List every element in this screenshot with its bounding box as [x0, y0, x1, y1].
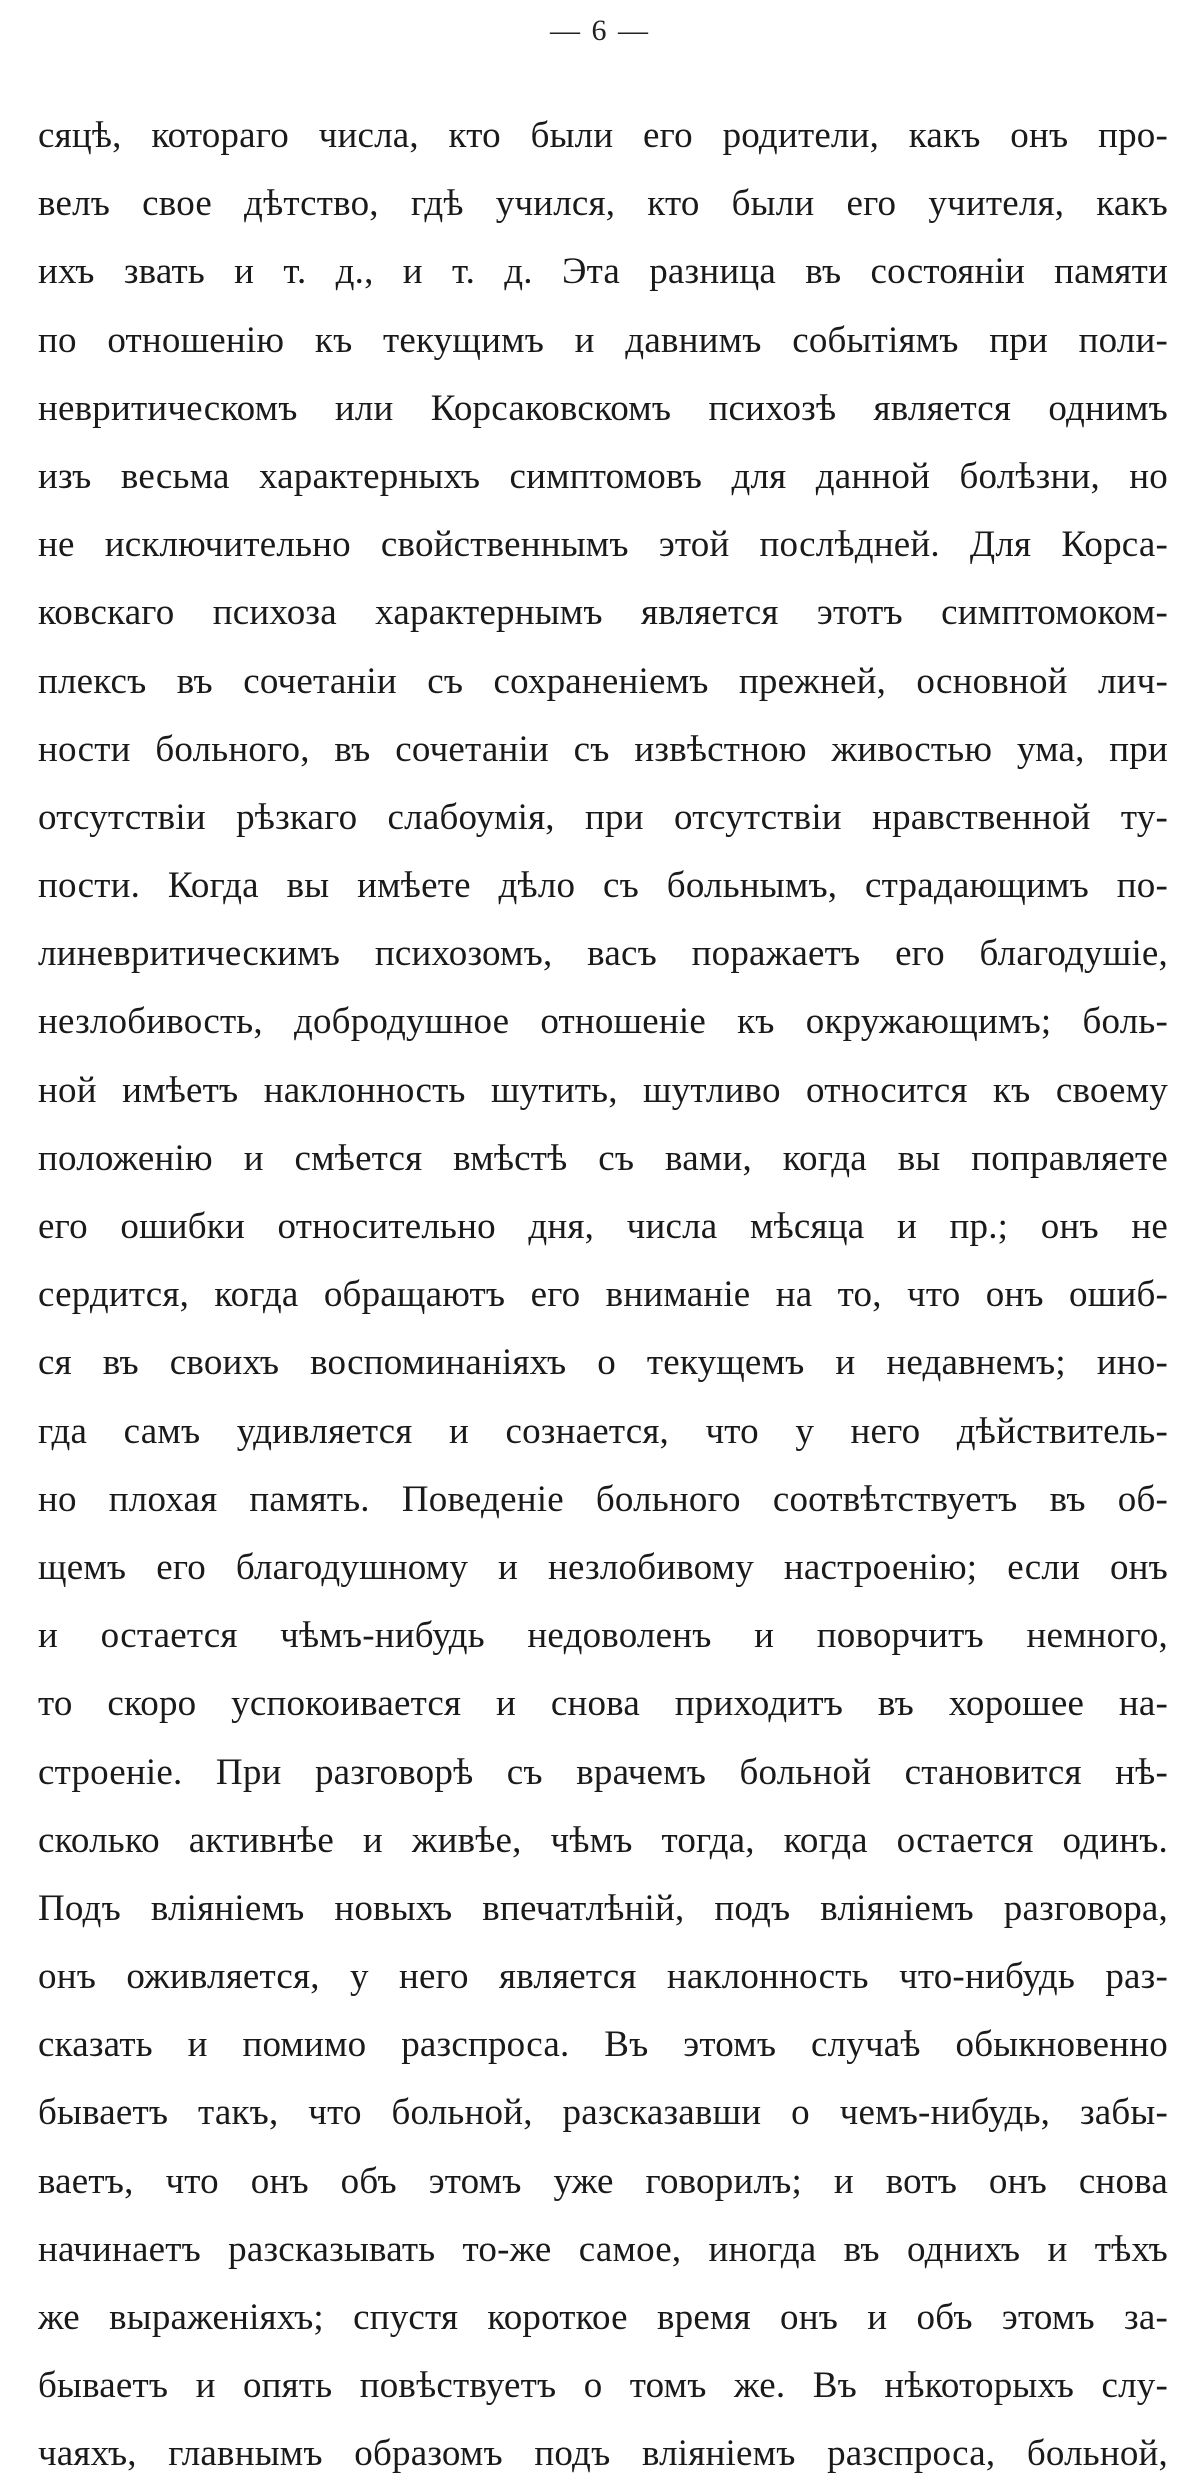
text-line: Подъ вліяніемъ новыхъ впечатлѣній, подъ вліяніемъ разговора, [38, 1887, 1168, 1929]
text-line: чаяхъ, главнымъ образомъ подъ вліяніемъ разспроса, больной, [38, 2433, 1168, 2475]
text-line: ковскаго психоза характернымъ является этотъ симптомоком- [38, 592, 1168, 634]
text-line: то скоро успокоивается и снова приходитъ въ хорошее на- [38, 1683, 1168, 1725]
text-line: бываетъ и опять повѣствуетъ о томъ же. Въ нѣкоторыхъ слу- [38, 2365, 1168, 2407]
text-line: гда самъ удивляется и сознается, что у него дѣйствитель- [38, 1410, 1168, 1452]
text-line: бываетъ такъ, что больной, разсказавши о чемъ-нибудь, забы- [38, 2092, 1168, 2134]
text-line: положенію и смѣется вмѣстѣ съ вами, когда вы поправляете [38, 1137, 1168, 1179]
text-line: сердится, когда обращаютъ его вниманіе на то, что онъ ошиб- [38, 1274, 1168, 1316]
text-line: отсутствіи рѣзкаго слабоумія, при отсутствіи нравственной ту- [38, 796, 1168, 838]
text-line: онъ оживляется, у него является наклонность что-нибудь раз- [38, 1956, 1168, 1998]
text-line: велъ свое дѣтство, гдѣ учился, кто были его учителя, какъ [38, 183, 1168, 225]
text-line: но плохая память. Поведеніе больного соотвѣтствуетъ въ об- [38, 1478, 1168, 1520]
body-text [38, 102, 1168, 2489]
text-line: не исключительно свойственнымъ этой послѣдней. Для Корса- [38, 524, 1168, 566]
text-line: ной имѣетъ наклонность шутить, шутливо относится къ своему [38, 1069, 1168, 1111]
text-line: его ошибки относительно дня, числа мѣсяца и пр.; онъ не [38, 1206, 1168, 1247]
text-line: ности больного, въ сочетаніи съ извѣстною живостью ума, при [38, 728, 1168, 770]
text-line: и остается чѣмъ-нибудь недоволенъ и поворчитъ немного, [38, 1615, 1168, 1657]
text-line: сказать и помимо разспроса. Въ этомъ случаѣ обыкновенно [38, 2024, 1168, 2066]
text-line: невритическомъ или Корсаковскомъ психозѣ является однимъ [38, 387, 1168, 429]
text-line: по отношенію къ текущимъ и давнимъ событіямъ при поли- [38, 319, 1168, 361]
text-line: сколько активнѣе и живѣе, чѣмъ тогда, когда остается одинъ. [38, 1819, 1168, 1861]
text-line: щемъ его благодушному и незлобивому настроенію; если онъ [38, 1546, 1168, 1588]
text-line: начинаетъ разсказывать то-же самое, иногда въ однихъ и тѣхъ [38, 2228, 1168, 2270]
text-line: сяцѣ, котораго числа, кто были его родители, какъ онъ про- [38, 115, 1168, 156]
page-number: — 6 — [550, 14, 650, 47]
text-line: изъ весьма характерныхъ симптомовъ для данной болѣзни, но [38, 455, 1168, 497]
text-line: незлобивость, добродушное отношеніе къ окружающимъ; боль- [38, 1001, 1168, 1043]
text-line: ся въ своихъ воспоминаніяхъ о текущемъ и недавнемъ; ино- [38, 1342, 1168, 1384]
text-line: ихъ звать и т. д., и т. д. Эта разница въ состояніи памяти [38, 251, 1168, 293]
text-line: же выраженіяхъ; спустя короткое время онъ и объ этомъ за- [38, 2297, 1168, 2338]
text-line: пости. Когда вы имѣете дѣло съ больнымъ, страдающимъ по- [38, 865, 1168, 907]
text-line: ваетъ, что онъ объ этомъ уже говорилъ; и вотъ онъ снова [38, 2160, 1168, 2202]
text-line: строеніе. При разговорѣ съ врачемъ больной становится нѣ- [38, 1751, 1168, 1793]
text-line: линевритическимъ психозомъ, васъ поражаетъ его благодушіе, [38, 933, 1168, 975]
text-line: плексъ въ сочетаніи съ сохраненіемъ прежней, основной лич- [38, 660, 1168, 702]
